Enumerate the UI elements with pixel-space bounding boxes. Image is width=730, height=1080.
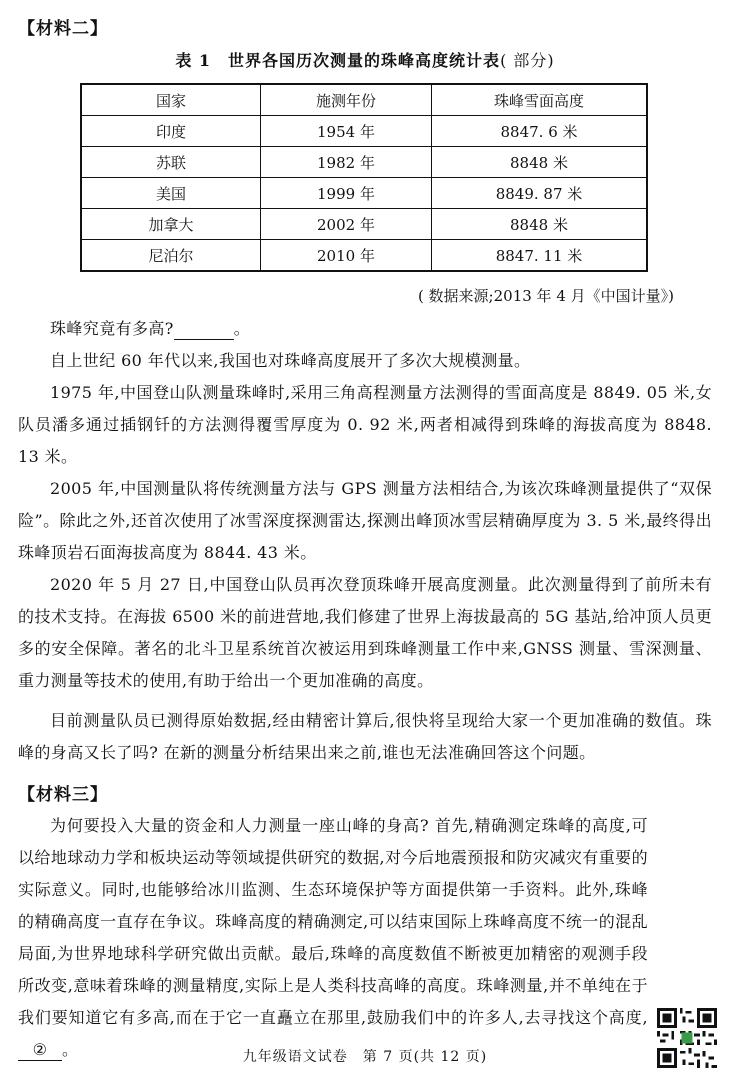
cell-year: 1999 年 xyxy=(261,178,432,209)
table-source-note: ( 数据来源;2013 年 4 月《中国计量》) xyxy=(417,287,674,305)
question-1-end: 。 xyxy=(233,319,251,338)
cell-height: 8848 米 xyxy=(432,209,648,240)
everest-height-table xyxy=(80,83,648,272)
table-row xyxy=(81,116,647,147)
cell-year: 1982 年 xyxy=(261,147,432,178)
cell-height: 8847. 11 米 xyxy=(432,240,648,272)
cell-country: 印度 xyxy=(81,116,261,147)
material-3-heading: 【材料三】 xyxy=(18,785,108,805)
cell-country: 尼泊尔 xyxy=(81,240,261,272)
paragraph: 2005 年,中国测量队将传统测量方法与 GPS 测量方法相结合,为该次珠峰测量提供了“双保险”。除此之外,还首次使用了冰雪深度探测雷达,探测出峰顶冰雪层精确厚度为 3. 5 米,最终得出珠峰顶岩石面海拔高度为 8844. 43 米。 xyxy=(18,479,712,562)
table-row xyxy=(81,240,647,272)
table-row xyxy=(81,209,647,240)
cell-country: 苏联 xyxy=(81,147,261,178)
table-title-main: 表 1 世界各国历次测量的珠峰高度统计表 xyxy=(175,51,501,70)
paragraph: 目前测量队员已测得原始数据,经由精密计算后,很快将呈现给大家一个更加准确的数值。珠峰的身高又长了吗? 在新的测量分析结果出来之前,谁也无法准确回答这个问题。 xyxy=(18,711,712,762)
cell-year: 2010 年 xyxy=(261,240,432,272)
table-row xyxy=(81,178,647,209)
paragraph: 自上世纪 60 年代以来,我国也对珠峰高度展开了多次大规模测量。 xyxy=(50,351,531,370)
header-height: 珠峰雪面高度 xyxy=(432,84,648,116)
cell-year: 1954 年 xyxy=(261,116,432,147)
table-row xyxy=(81,147,647,178)
answer-blank-2[interactable]: ② xyxy=(18,1040,62,1061)
material-3-paragraph xyxy=(18,810,648,1066)
material-2-heading: 【材料二】 xyxy=(18,19,108,39)
cell-country: 加拿大 xyxy=(81,209,261,240)
cell-country: 美国 xyxy=(81,178,261,209)
page-footer: 九年级语文试卷 第 7 页(共 12 页) xyxy=(242,1049,488,1065)
material-3-end: 。 xyxy=(62,1040,79,1059)
material-3-text: 为何要投入大量的资金和人力测量一座山峰的身高? 首先,精确测定珠峰的高度,可以给地球动力学和板块运动等领域提供研究的数据,对今后地震预报和防灾减灾有重要的实际意义。同时,也能够给冰川监测、生态环境保护等方面提供第一手资料。此外,珠峰的精确高度一直存在争议。珠峰高度的精确测定,可以结束国际上珠峰高度不统一的混乱局面,为世界地球科学研究做出贡献。最后,珠峰的高度数值不断被更加精密的观测手段所改变,意味着珠峰的测量精度,实际上是人类科技高峰的高度。珠峰测量,并不单纯在于我们要知道它有多高,而在于它一直矗立在那里,鼓励我们中的许多人,去寻找这个高度, xyxy=(18,816,648,1027)
cell-height: 8847. 6 米 xyxy=(432,116,648,147)
cell-year: 2002 年 xyxy=(261,209,432,240)
cell-height: 8848 米 xyxy=(432,147,648,178)
table-header-row xyxy=(81,84,647,116)
question-1-text: 珠峰究竟有多高? xyxy=(50,319,174,338)
header-year: 施测年份 xyxy=(261,84,432,116)
paragraph: 2020 年 5 月 27 日,中国登山队员再次登顶珠峰开展高度测量。此次测量得到了前所未有的技术支持。在海拔 6500 米的前进营地,我们修建了世界上海拔最高的 5G 基站,给冲顶人员更多的安全保障。著名的北斗卫星系统首次被运用到珠峰测量工作中来,GNSS 测量、雪深测量、重力测量等技术的使用,有助于给出一个更加准确的高度。 xyxy=(18,575,712,690)
table-title-suffix: ( 部分) xyxy=(500,51,555,70)
cell-height: 8849. 87 米 xyxy=(432,178,648,209)
question-1-line xyxy=(18,313,712,345)
table-title xyxy=(0,48,730,71)
answer-blank-1[interactable] xyxy=(174,319,234,340)
paragraph: 1975 年,中国登山队测量珠峰时,采用三角高程测量方法测得的雪面高度是 8849. 05 米,女队员潘多通过插钢钎的方法测得覆雪厚度为 0. 92 米,两者相减得到珠峰的海拔高度为 8848. 13 米。 xyxy=(18,383,712,466)
header-country: 国家 xyxy=(81,84,261,116)
